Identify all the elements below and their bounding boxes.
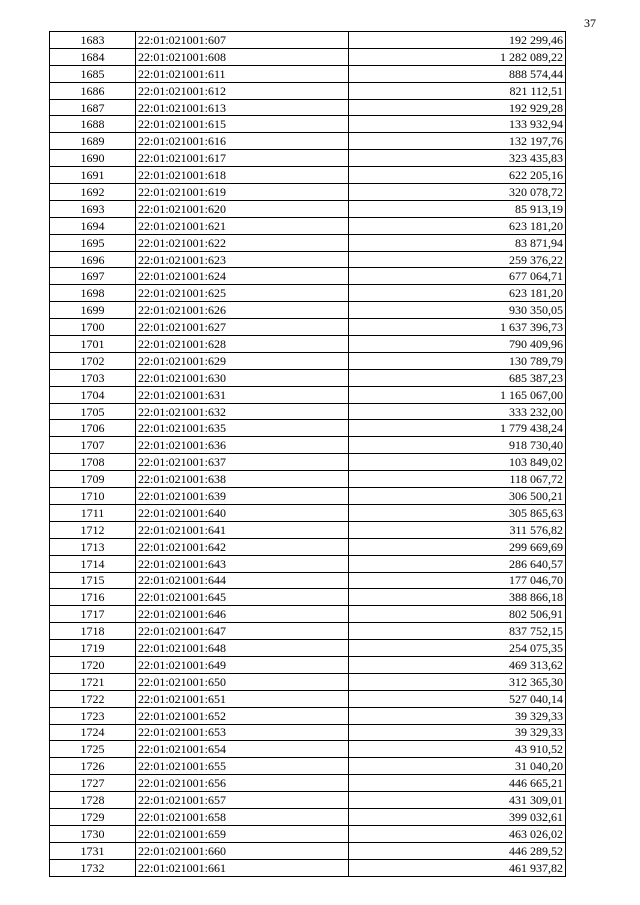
row-number-cell: 1722	[50, 690, 136, 707]
cadastral-number-cell: 22:01:021001:607	[136, 32, 349, 49]
cadastral-value-cell: 888 574,44	[349, 65, 566, 82]
table-row	[50, 369, 566, 386]
cadastral-value-cell: 930 350,05	[349, 302, 566, 319]
cadastral-number-cell: 22:01:021001:613	[136, 99, 349, 116]
cadastral-value-cell: 323 435,83	[349, 150, 566, 167]
cadastral-value-cell: 1 637 396,73	[349, 319, 566, 336]
cadastral-number-cell: 22:01:021001:637	[136, 454, 349, 471]
row-number-cell: 1692	[50, 184, 136, 201]
table-row	[50, 200, 566, 217]
row-number-cell: 1689	[50, 133, 136, 150]
row-number-cell: 1698	[50, 285, 136, 302]
table-row	[50, 32, 566, 49]
row-number-cell: 1703	[50, 369, 136, 386]
row-number-cell: 1731	[50, 842, 136, 859]
row-number-cell: 1729	[50, 808, 136, 825]
cadastral-number-cell: 22:01:021001:628	[136, 336, 349, 353]
row-number-cell: 1699	[50, 302, 136, 319]
table-row	[50, 285, 566, 302]
table-body	[50, 32, 566, 877]
cadastral-number-cell: 22:01:021001:653	[136, 724, 349, 741]
cadastral-number-cell: 22:01:021001:619	[136, 184, 349, 201]
cadastral-number-cell: 22:01:021001:660	[136, 842, 349, 859]
table-row	[50, 792, 566, 809]
cadastral-number-cell: 22:01:021001:647	[136, 623, 349, 640]
cadastral-number-cell: 22:01:021001:615	[136, 116, 349, 133]
cadastral-value-cell: 677 064,71	[349, 268, 566, 285]
row-number-cell: 1693	[50, 200, 136, 217]
row-number-cell: 1730	[50, 825, 136, 842]
cadastral-value-cell: 177 046,70	[349, 572, 566, 589]
cadastral-value-cell: 85 913,19	[349, 200, 566, 217]
cadastral-number-cell: 22:01:021001:631	[136, 386, 349, 403]
cadastral-value-cell: 446 665,21	[349, 775, 566, 792]
cadastral-number-cell: 22:01:021001:661	[136, 859, 349, 876]
table-row	[50, 167, 566, 184]
cadastral-number-cell: 22:01:021001:608	[136, 48, 349, 65]
cadastral-number-cell: 22:01:021001:651	[136, 690, 349, 707]
row-number-cell: 1723	[50, 707, 136, 724]
row-number-cell: 1724	[50, 724, 136, 741]
cadastral-value-cell: 133 932,94	[349, 116, 566, 133]
cadastral-number-cell: 22:01:021001:639	[136, 488, 349, 505]
cadastral-number-cell: 22:01:021001:618	[136, 167, 349, 184]
cadastral-value-cell: 527 040,14	[349, 690, 566, 707]
row-number-cell: 1728	[50, 792, 136, 809]
row-number-cell: 1701	[50, 336, 136, 353]
row-number-cell: 1716	[50, 589, 136, 606]
cadastral-number-cell: 22:01:021001:632	[136, 403, 349, 420]
cadastral-value-cell: 192 299,46	[349, 32, 566, 49]
cadastral-value-cell: 118 067,72	[349, 471, 566, 488]
row-number-cell: 1686	[50, 82, 136, 99]
cadastral-number-cell: 22:01:021001:657	[136, 792, 349, 809]
row-number-cell: 1696	[50, 251, 136, 268]
cadastral-number-cell: 22:01:021001:627	[136, 319, 349, 336]
row-number-cell: 1683	[50, 32, 136, 49]
cadastral-value-cell: 286 640,57	[349, 555, 566, 572]
row-number-cell: 1688	[50, 116, 136, 133]
cadastral-value-cell: 461 937,82	[349, 859, 566, 876]
table-row	[50, 707, 566, 724]
table-row	[50, 184, 566, 201]
cadastral-value-cell: 39 329,33	[349, 707, 566, 724]
table-row	[50, 808, 566, 825]
table-row	[50, 150, 566, 167]
cadastral-number-cell: 22:01:021001:624	[136, 268, 349, 285]
row-number-cell: 1690	[50, 150, 136, 167]
table-row	[50, 656, 566, 673]
row-number-cell: 1718	[50, 623, 136, 640]
cadastral-value-cell: 399 032,61	[349, 808, 566, 825]
cadastral-value-cell: 622 205,16	[349, 167, 566, 184]
cadastral-value-cell: 305 865,63	[349, 504, 566, 521]
row-number-cell: 1685	[50, 65, 136, 82]
cadastral-number-cell: 22:01:021001:650	[136, 673, 349, 690]
table-row	[50, 775, 566, 792]
cadastral-number-cell: 22:01:021001:621	[136, 217, 349, 234]
table-row	[50, 640, 566, 657]
row-number-cell: 1706	[50, 420, 136, 437]
cadastral-value-cell: 623 181,20	[349, 285, 566, 302]
table-row	[50, 690, 566, 707]
cadastral-number-cell: 22:01:021001:630	[136, 369, 349, 386]
table-row	[50, 825, 566, 842]
table-row	[50, 471, 566, 488]
cadastral-value-cell: 431 309,01	[349, 792, 566, 809]
cadastral-number-cell: 22:01:021001:655	[136, 758, 349, 775]
cadastral-value-cell: 320 078,72	[349, 184, 566, 201]
cadastral-number-cell: 22:01:021001:658	[136, 808, 349, 825]
table-row	[50, 403, 566, 420]
row-number-cell: 1687	[50, 99, 136, 116]
cadastral-number-cell: 22:01:021001:646	[136, 606, 349, 623]
cadastral-value-cell: 43 910,52	[349, 741, 566, 758]
cadastral-number-cell: 22:01:021001:640	[136, 504, 349, 521]
table-row	[50, 437, 566, 454]
cadastral-number-cell: 22:01:021001:629	[136, 352, 349, 369]
row-number-cell: 1702	[50, 352, 136, 369]
table-row	[50, 673, 566, 690]
cadastral-value-cell: 388 866,18	[349, 589, 566, 606]
row-number-cell: 1697	[50, 268, 136, 285]
table-row	[50, 217, 566, 234]
table-row	[50, 859, 566, 876]
cadastral-number-cell: 22:01:021001:642	[136, 538, 349, 555]
cadastral-number-cell: 22:01:021001:648	[136, 640, 349, 657]
cadastral-value-cell: 446 289,52	[349, 842, 566, 859]
cadastral-value-cell: 31 040,20	[349, 758, 566, 775]
cadastral-number-cell: 22:01:021001:641	[136, 521, 349, 538]
cadastral-value-cell: 1 779 438,24	[349, 420, 566, 437]
cadastral-number-cell: 22:01:021001:622	[136, 234, 349, 251]
cadastral-number-cell: 22:01:021001:645	[136, 589, 349, 606]
cadastral-number-cell: 22:01:021001:616	[136, 133, 349, 150]
cadastral-number-cell: 22:01:021001:656	[136, 775, 349, 792]
cadastral-value-cell: 469 313,62	[349, 656, 566, 673]
cadastral-value-cell: 918 730,40	[349, 437, 566, 454]
row-number-cell: 1712	[50, 521, 136, 538]
cadastral-value-cell: 254 075,35	[349, 640, 566, 657]
table-row	[50, 521, 566, 538]
table-row	[50, 420, 566, 437]
cadastral-value-cell: 132 197,76	[349, 133, 566, 150]
cadastral-number-cell: 22:01:021001:620	[136, 200, 349, 217]
cadastral-number-cell: 22:01:021001:617	[136, 150, 349, 167]
cadastral-value-cell: 623 181,20	[349, 217, 566, 234]
row-number-cell: 1726	[50, 758, 136, 775]
cadastral-value-cell: 192 929,28	[349, 99, 566, 116]
cadastral-value-cell: 130 789,79	[349, 352, 566, 369]
cadastral-value-table	[49, 31, 566, 877]
cadastral-number-cell: 22:01:021001:644	[136, 572, 349, 589]
cadastral-number-cell: 22:01:021001:623	[136, 251, 349, 268]
table-row	[50, 741, 566, 758]
row-number-cell: 1704	[50, 386, 136, 403]
cadastral-value-cell: 312 365,30	[349, 673, 566, 690]
cadastral-number-cell: 22:01:021001:659	[136, 825, 349, 842]
table-row	[50, 268, 566, 285]
cadastral-value-cell: 1 165 067,00	[349, 386, 566, 403]
cadastral-number-cell: 22:01:021001:635	[136, 420, 349, 437]
cadastral-value-cell: 299 669,69	[349, 538, 566, 555]
table-row	[50, 352, 566, 369]
row-number-cell: 1684	[50, 48, 136, 65]
cadastral-value-cell: 837 752,15	[349, 623, 566, 640]
cadastral-number-cell: 22:01:021001:638	[136, 471, 349, 488]
cadastral-number-cell: 22:01:021001:643	[136, 555, 349, 572]
table-row	[50, 488, 566, 505]
row-number-cell: 1709	[50, 471, 136, 488]
row-number-cell: 1721	[50, 673, 136, 690]
table-row	[50, 251, 566, 268]
page-number: 37	[584, 16, 596, 30]
table-row	[50, 555, 566, 572]
table-row	[50, 234, 566, 251]
cadastral-value-cell: 83 871,94	[349, 234, 566, 251]
row-number-cell: 1700	[50, 319, 136, 336]
cadastral-number-cell: 22:01:021001:611	[136, 65, 349, 82]
table-row	[50, 336, 566, 353]
table-row	[50, 133, 566, 150]
cadastral-value-cell: 463 026,02	[349, 825, 566, 842]
table-row	[50, 48, 566, 65]
cadastral-value-cell: 802 506,91	[349, 606, 566, 623]
row-number-cell: 1725	[50, 741, 136, 758]
row-number-cell: 1715	[50, 572, 136, 589]
row-number-cell: 1714	[50, 555, 136, 572]
row-number-cell: 1727	[50, 775, 136, 792]
row-number-cell: 1710	[50, 488, 136, 505]
table-row	[50, 454, 566, 471]
cadastral-number-cell: 22:01:021001:654	[136, 741, 349, 758]
table-row	[50, 572, 566, 589]
cadastral-value-cell: 821 112,51	[349, 82, 566, 99]
table-row	[50, 319, 566, 336]
table-row	[50, 623, 566, 640]
table-row	[50, 504, 566, 521]
table-row	[50, 724, 566, 741]
cadastral-value-cell: 39 329,33	[349, 724, 566, 741]
row-number-cell: 1705	[50, 403, 136, 420]
table-row	[50, 116, 566, 133]
table-row	[50, 589, 566, 606]
cadastral-number-cell: 22:01:021001:625	[136, 285, 349, 302]
cadastral-number-cell: 22:01:021001:652	[136, 707, 349, 724]
cadastral-value-cell: 685 387,23	[349, 369, 566, 386]
row-number-cell: 1719	[50, 640, 136, 657]
cadastral-number-cell: 22:01:021001:626	[136, 302, 349, 319]
cadastral-value-cell: 103 849,02	[349, 454, 566, 471]
table-row	[50, 386, 566, 403]
table-row	[50, 842, 566, 859]
cadastral-value-cell: 333 232,00	[349, 403, 566, 420]
cadastral-value-cell: 1 282 089,22	[349, 48, 566, 65]
row-number-cell: 1717	[50, 606, 136, 623]
row-number-cell: 1713	[50, 538, 136, 555]
table-row	[50, 99, 566, 116]
cadastral-number-cell: 22:01:021001:636	[136, 437, 349, 454]
row-number-cell: 1720	[50, 656, 136, 673]
row-number-cell: 1695	[50, 234, 136, 251]
row-number-cell: 1691	[50, 167, 136, 184]
table-row	[50, 82, 566, 99]
cadastral-value-cell: 259 376,22	[349, 251, 566, 268]
cadastral-value-cell: 790 409,96	[349, 336, 566, 353]
table-row	[50, 302, 566, 319]
row-number-cell: 1732	[50, 859, 136, 876]
cadastral-value-cell: 311 576,82	[349, 521, 566, 538]
cadastral-number-cell: 22:01:021001:612	[136, 82, 349, 99]
row-number-cell: 1708	[50, 454, 136, 471]
table-row	[50, 65, 566, 82]
table-row	[50, 606, 566, 623]
table-row	[50, 538, 566, 555]
row-number-cell: 1711	[50, 504, 136, 521]
row-number-cell: 1694	[50, 217, 136, 234]
cadastral-value-cell: 306 500,21	[349, 488, 566, 505]
cadastral-number-cell: 22:01:021001:649	[136, 656, 349, 673]
row-number-cell: 1707	[50, 437, 136, 454]
table-row	[50, 758, 566, 775]
